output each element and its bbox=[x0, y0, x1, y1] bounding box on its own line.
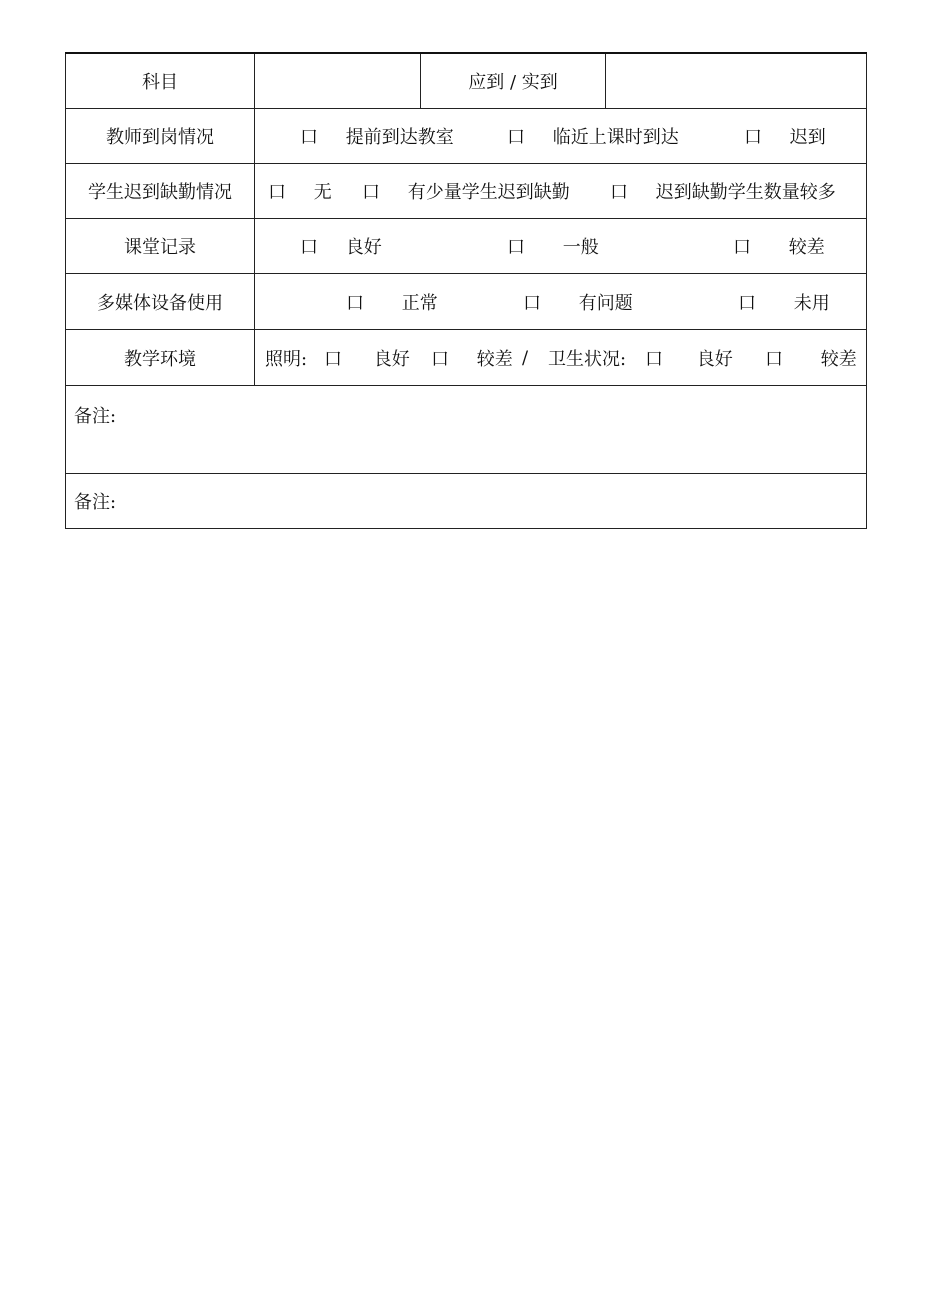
inspection-table bbox=[65, 52, 867, 529]
student-row bbox=[66, 164, 867, 219]
option-label: 较差 bbox=[476, 348, 513, 370]
option-label: 无 bbox=[313, 182, 332, 203]
checkbox-icon[interactable]: 口 bbox=[610, 182, 628, 203]
multimedia-row bbox=[66, 274, 867, 330]
attendance-value-cell[interactable] bbox=[606, 53, 867, 109]
notes-row-1 bbox=[66, 386, 867, 474]
subject-row bbox=[66, 53, 867, 109]
class-inspection-form bbox=[65, 52, 866, 529]
multimedia-options bbox=[255, 274, 867, 330]
notes-field-2[interactable] bbox=[66, 474, 867, 529]
option-label: 临近上课时到达 bbox=[552, 127, 679, 148]
option-label: 未用 bbox=[793, 292, 830, 314]
environment-row bbox=[66, 330, 867, 386]
student-label: 学生迟到缺勤情况 bbox=[66, 164, 255, 219]
checkbox-icon[interactable]: 口 bbox=[362, 182, 380, 203]
checkbox-icon[interactable]: 口 bbox=[300, 237, 318, 258]
student-option-few[interactable] bbox=[362, 178, 570, 204]
student-option-none[interactable] bbox=[268, 178, 332, 204]
subject-value-cell[interactable] bbox=[255, 53, 421, 109]
classroom-row bbox=[66, 219, 867, 274]
separator: / bbox=[522, 347, 529, 368]
notes-field-1[interactable] bbox=[66, 386, 867, 474]
hygiene-option-poor[interactable] bbox=[765, 345, 857, 371]
lighting-option-poor[interactable] bbox=[431, 345, 513, 371]
classroom-option-average[interactable] bbox=[507, 233, 599, 259]
notes-label: 备注: bbox=[74, 492, 117, 513]
checkbox-icon[interactable]: 口 bbox=[645, 348, 663, 370]
notes-row-2 bbox=[66, 474, 867, 529]
option-label: 较差 bbox=[788, 237, 825, 258]
option-label: 良好 bbox=[345, 237, 382, 258]
checkbox-icon[interactable]: 口 bbox=[733, 237, 751, 258]
option-label: 迟到缺勤学生数量较多 bbox=[655, 182, 836, 203]
teacher-row bbox=[66, 109, 867, 164]
hygiene-option-good[interactable] bbox=[645, 345, 733, 371]
teacher-option-on-time[interactable] bbox=[507, 123, 679, 149]
notes-label: 备注: bbox=[74, 406, 117, 427]
checkbox-icon[interactable]: 口 bbox=[300, 127, 318, 148]
teacher-label: 教师到岗情况 bbox=[66, 109, 255, 164]
classroom-option-good[interactable] bbox=[300, 233, 382, 259]
option-label: 正常 bbox=[401, 292, 438, 314]
checkbox-icon[interactable]: 口 bbox=[523, 292, 541, 314]
option-label: 一般 bbox=[562, 237, 599, 258]
hygiene-label: 卫生状况: bbox=[548, 348, 627, 370]
checkbox-icon[interactable]: 口 bbox=[268, 182, 286, 203]
multimedia-option-unused[interactable] bbox=[738, 289, 830, 315]
classroom-options bbox=[255, 219, 867, 274]
checkbox-icon[interactable]: 口 bbox=[431, 348, 449, 370]
classroom-option-poor[interactable] bbox=[733, 233, 825, 259]
student-option-many[interactable] bbox=[610, 178, 836, 204]
environment-options bbox=[255, 330, 867, 386]
checkbox-icon[interactable]: 口 bbox=[324, 348, 342, 370]
lighting-option-good[interactable] bbox=[324, 345, 410, 371]
checkbox-icon[interactable]: 口 bbox=[744, 127, 762, 148]
multimedia-option-problem[interactable] bbox=[523, 289, 633, 315]
checkbox-icon[interactable]: 口 bbox=[507, 127, 525, 148]
option-label: 较差 bbox=[820, 348, 857, 370]
option-label: 迟到 bbox=[789, 127, 826, 148]
checkbox-icon[interactable]: 口 bbox=[507, 237, 525, 258]
student-options bbox=[255, 164, 867, 219]
environment-label: 教学环境 bbox=[66, 330, 255, 386]
teacher-options bbox=[255, 109, 867, 164]
checkbox-icon[interactable]: 口 bbox=[765, 348, 783, 370]
teacher-option-early[interactable] bbox=[300, 123, 454, 149]
subject-label: 科目 bbox=[66, 53, 255, 109]
teacher-option-late[interactable] bbox=[744, 123, 826, 149]
lighting-label: 照明: bbox=[265, 348, 308, 370]
checkbox-icon[interactable]: 口 bbox=[346, 292, 364, 314]
classroom-label: 课堂记录 bbox=[66, 219, 255, 274]
attendance-label: 应到 / 实到 bbox=[421, 53, 606, 109]
option-label: 提前到达教室 bbox=[345, 127, 454, 148]
multimedia-option-normal[interactable] bbox=[346, 289, 438, 315]
option-label: 有问题 bbox=[578, 292, 633, 314]
multimedia-label: 多媒体设备使用 bbox=[66, 274, 255, 330]
option-label: 有少量学生迟到缺勤 bbox=[407, 182, 570, 203]
option-label: 良好 bbox=[373, 348, 410, 370]
option-label: 良好 bbox=[696, 348, 733, 370]
checkbox-icon[interactable]: 口 bbox=[738, 292, 756, 314]
